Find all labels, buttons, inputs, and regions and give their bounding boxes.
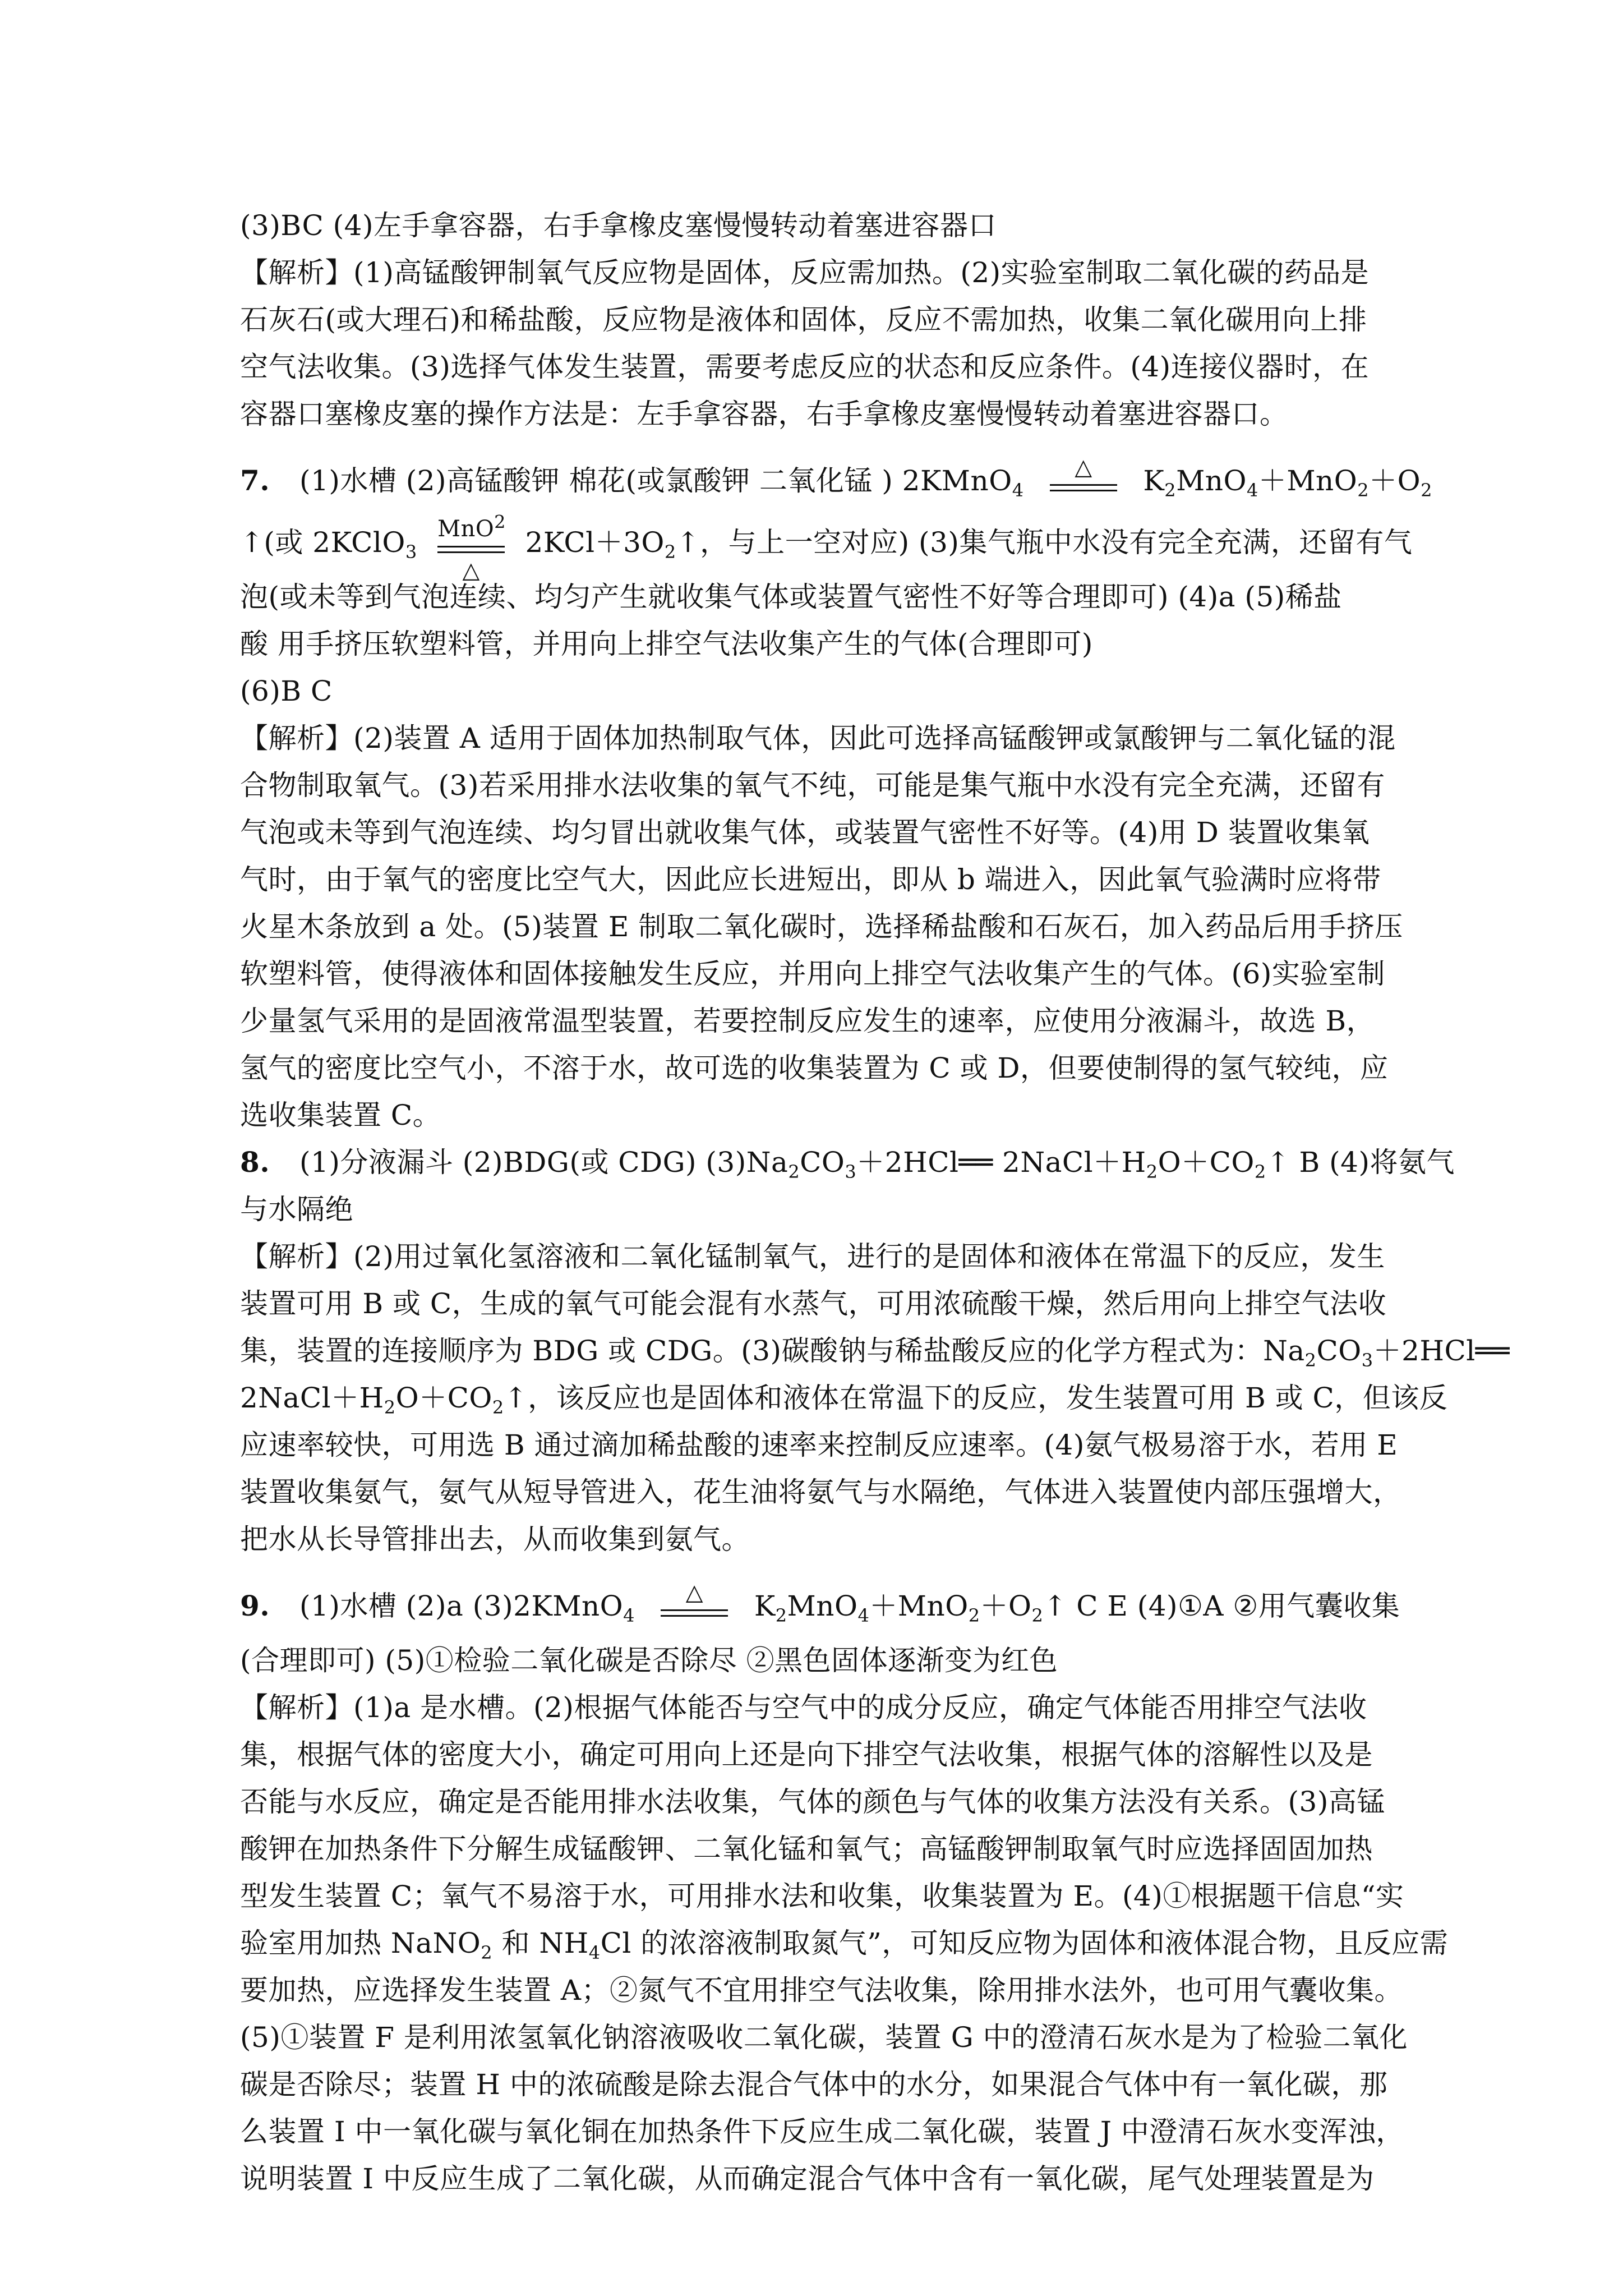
analysis-line: 选收集装置 C。 <box>240 1099 441 1131</box>
analysis-line: 装置可用 B 或 C，生成的氧气可能会混有水蒸气，可用浓硫酸干燥，然后用向上排空气法收 <box>240 1287 1387 1320</box>
analysis-line: 验室用加热 NaNO$_2$ 和 $NH_4Cl$ 的浓溶液制取氮气”，可知反应物为固体和液体混合物，且反应需 <box>240 1927 1449 1963</box>
heat-triangle-icon: △ <box>685 1580 704 1605</box>
q7-answer-text: (1)水槽 (2)高锰酸钾 棉花(或氯酸钾 二氧化锰 ) 2KMnO <box>299 464 1012 497</box>
q7-answer-line: 7. (1)水槽 (2)高锰酸钾 棉花(或氯酸钾 二氧化锰 ) 2KMnO$_4$ △ $K_2MnO_4+MnO_2+O_2$ <box>240 450 1399 512</box>
analysis-line: 否能与水反应，确定是否能用排水法收集，气体的颜色与气体的收集方法没有关系。(3)高锰 <box>240 1786 1385 1818</box>
q7-equation-line: ↑(或 2KClO$_3$ MnO$^2$ △ $2KCl+3O_2↑$，与上一空对应) (3)集气瓶中水没有完全充满，还留有气 <box>240 511 1413 583</box>
analysis-line: 把水从长导管排出去，从而收集到氨气。 <box>240 1523 750 1556</box>
answer-page <box>240 202 1510 2202</box>
q8-answer-line: 8. (1)分液漏斗 (2)BDG(或 CDG) $(3)Na_2CO_3+2HCl══$ $2NaCl+H_2O+CO_2↑$ B (4)将氨气 <box>240 1145 1455 1182</box>
answer-line: (合理即可) (5)①检验二氧化碳是否除尽 ②黑色固体逐渐变为红色 <box>240 1644 1058 1677</box>
analysis-line: 空气法收集。(3)选择气体发生装置，需要考虑反应的状态和反应条件。(4)连接仪器时，在 <box>240 351 1370 383</box>
analysis-line: 么装置 I 中一氧化碳与氧化铜在加热条件下反应生成二氧化碳，装置 J 中澄清石灰水变浑浊， <box>240 2115 1404 2148</box>
answer-line: (3)BC (4)左手拿容器，右手拿橡皮塞慢慢转动着塞进容器口 <box>240 209 997 242</box>
analysis-line: (5)①装置 F 是利用浓氢氧化钠溶液吸收二氧化碳，装置 G 中的澄清石灰水是为了检验二氧化 <box>240 2021 1408 2054</box>
question-number: 8. <box>240 1145 270 1179</box>
analysis-line: 氢气的密度比空气小，不溶于水，故可选的收集装置为 C 或 D，但要使制得的氢气较纯，应 <box>240 1052 1389 1084</box>
heating-condition-sign <box>1050 454 1117 507</box>
analysis-line: 少量氢气采用的是固液常温型装置，若要控制反应发生的速率，应使用分液漏斗，故选 B， <box>240 1005 1375 1037</box>
analysis-line: 应速率较快，可用选 B 通过滴加稀盐酸的速率来控制反应速率。(4)氨气极易溶于水，若用 E <box>240 1429 1398 1461</box>
analysis-line: 说明装置 I 中反应生成了二氧化碳，从而确定混合气体中含有一氧化碳，尾气处理装置是为 <box>240 2162 1375 2195</box>
analysis-line: 【解析】(2)装置 A 适用于固体加热制取气体，因此可选择高锰酸钾或氯酸钾与二氧化锰的混 <box>240 722 1396 754</box>
analysis-line: 软塑料管，使得液体和固体接触发生反应，并用向上排空气法收集产生的气体。(6)实验室制 <box>240 958 1385 990</box>
analysis-line: 气泡或未等到气泡连续、均匀冒出就收集气体，或装置气密性不好等。(4)用 D 装置收集氧 <box>240 816 1370 849</box>
heat-triangle-icon: △ <box>462 558 480 583</box>
heating-condition-sign <box>661 1580 728 1632</box>
analysis-line: 型发生装置 C；氧气不易溶于水，可用排水法和收集，收集装置为 E。(4)①根据题干信息“实 <box>240 1880 1404 1912</box>
catalyst-condition-sign: MnO$^2$ △ <box>437 511 506 583</box>
analysis-line: 气时，由于氧气的密度比空气大，因此应长进短出，即从 b 端进入，因此氧气验满时应将带 <box>240 863 1381 896</box>
analysis-line: 石灰石(或大理石)和稀盐酸，反应物是液体和固体，反应不需加热，收集二氧化碳用向上排 <box>240 303 1367 336</box>
answer-line: (6)B C <box>240 675 333 707</box>
analysis-line: 【解析】(2)用过氧化氢溶液和二氧化锰制氧气，进行的是固体和液体在常温下的反应，发生 <box>240 1240 1385 1273</box>
analysis-line: 碳是否除尽；装置 H 中的浓硫酸是除去混合气体中的水分，如果混合气体中有一氧化碳，那 <box>240 2068 1388 2101</box>
analysis-line: 集，根据气体的密度大小，确定可用向上还是向下排空气法收集，根据气体的溶解性以及是 <box>240 1738 1373 1771</box>
analysis-line: 酸钾在加热条件下分解生成锰酸钾、二氧化锰和氧气；高锰酸钾制取氧气时应选择固固加热 <box>240 1833 1373 1865</box>
analysis-line: 要加热，应选择发生装置 A；②氮气不宜用排空气法收集，除用排水法外，也可用气囊收集。 <box>240 1974 1403 2007</box>
analysis-line: 合物制取氧气。(3)若采用排水法收集的氧气不纯，可能是集气瓶中水没有完全充满，还留有 <box>240 769 1385 802</box>
question-number: 9. <box>240 1589 270 1622</box>
analysis-line: $2NaCl+H_2O+CO_2↑$，该反应也是固体和液体在常温下的反应，发生装置可用 B 或 C，但该反 <box>240 1382 1448 1418</box>
question-number: 7. <box>240 464 270 497</box>
analysis-line: 【解析】(1)a 是水槽。(2)根据气体能否与空气中的成分反应，确定气体能否用排空气法收 <box>240 1691 1367 1724</box>
analysis-line: 火星木条放到 a 处。(5)装置 E 制取二氧化碳时，选择稀盐酸和石灰石，加入药品后用手挤压 <box>240 910 1403 943</box>
q9-answer-line: 9. (1)水槽 (2)a (3)2KMnO$_4$ △ $K_2MnO_4+MnO_2+O_2↑$ C E (4)①A ②用气囊收集 <box>240 1575 1399 1637</box>
analysis-line: 集，装置的连接顺序为 BDG 或 CDG。(3)碳酸钠与稀盐酸反应的化学方程式为：$Na_2CO_3+2HCl══$ <box>240 1335 1510 1371</box>
analysis-line: 【解析】(1)高锰酸钾制氧气反应物是固体，反应需加热。(2)实验室制取二氧化碳的药品是 <box>240 256 1370 289</box>
heat-triangle-icon: △ <box>1075 454 1092 480</box>
answer-line: 酸 用手挤压软塑料管，并用向上排空气法收集产生的气体(合理即可) <box>240 628 1093 660</box>
answer-line: 与水隔绝 <box>240 1193 353 1226</box>
answer-line: 泡(或未等到气泡连续、均匀产生就收集气体或装置气密性不好等合理即可) (4)a (5)稀盐 <box>240 581 1342 613</box>
analysis-line: 容器口塞橡皮塞的操作方法是：左手拿容器，右手拿橡皮塞慢慢转动着塞进容器口。 <box>240 398 1288 430</box>
analysis-line: 装置收集氨气，氨气从短导管进入，花生油将氨气与水隔绝，气体进入装置使内部压强增大， <box>240 1476 1401 1508</box>
